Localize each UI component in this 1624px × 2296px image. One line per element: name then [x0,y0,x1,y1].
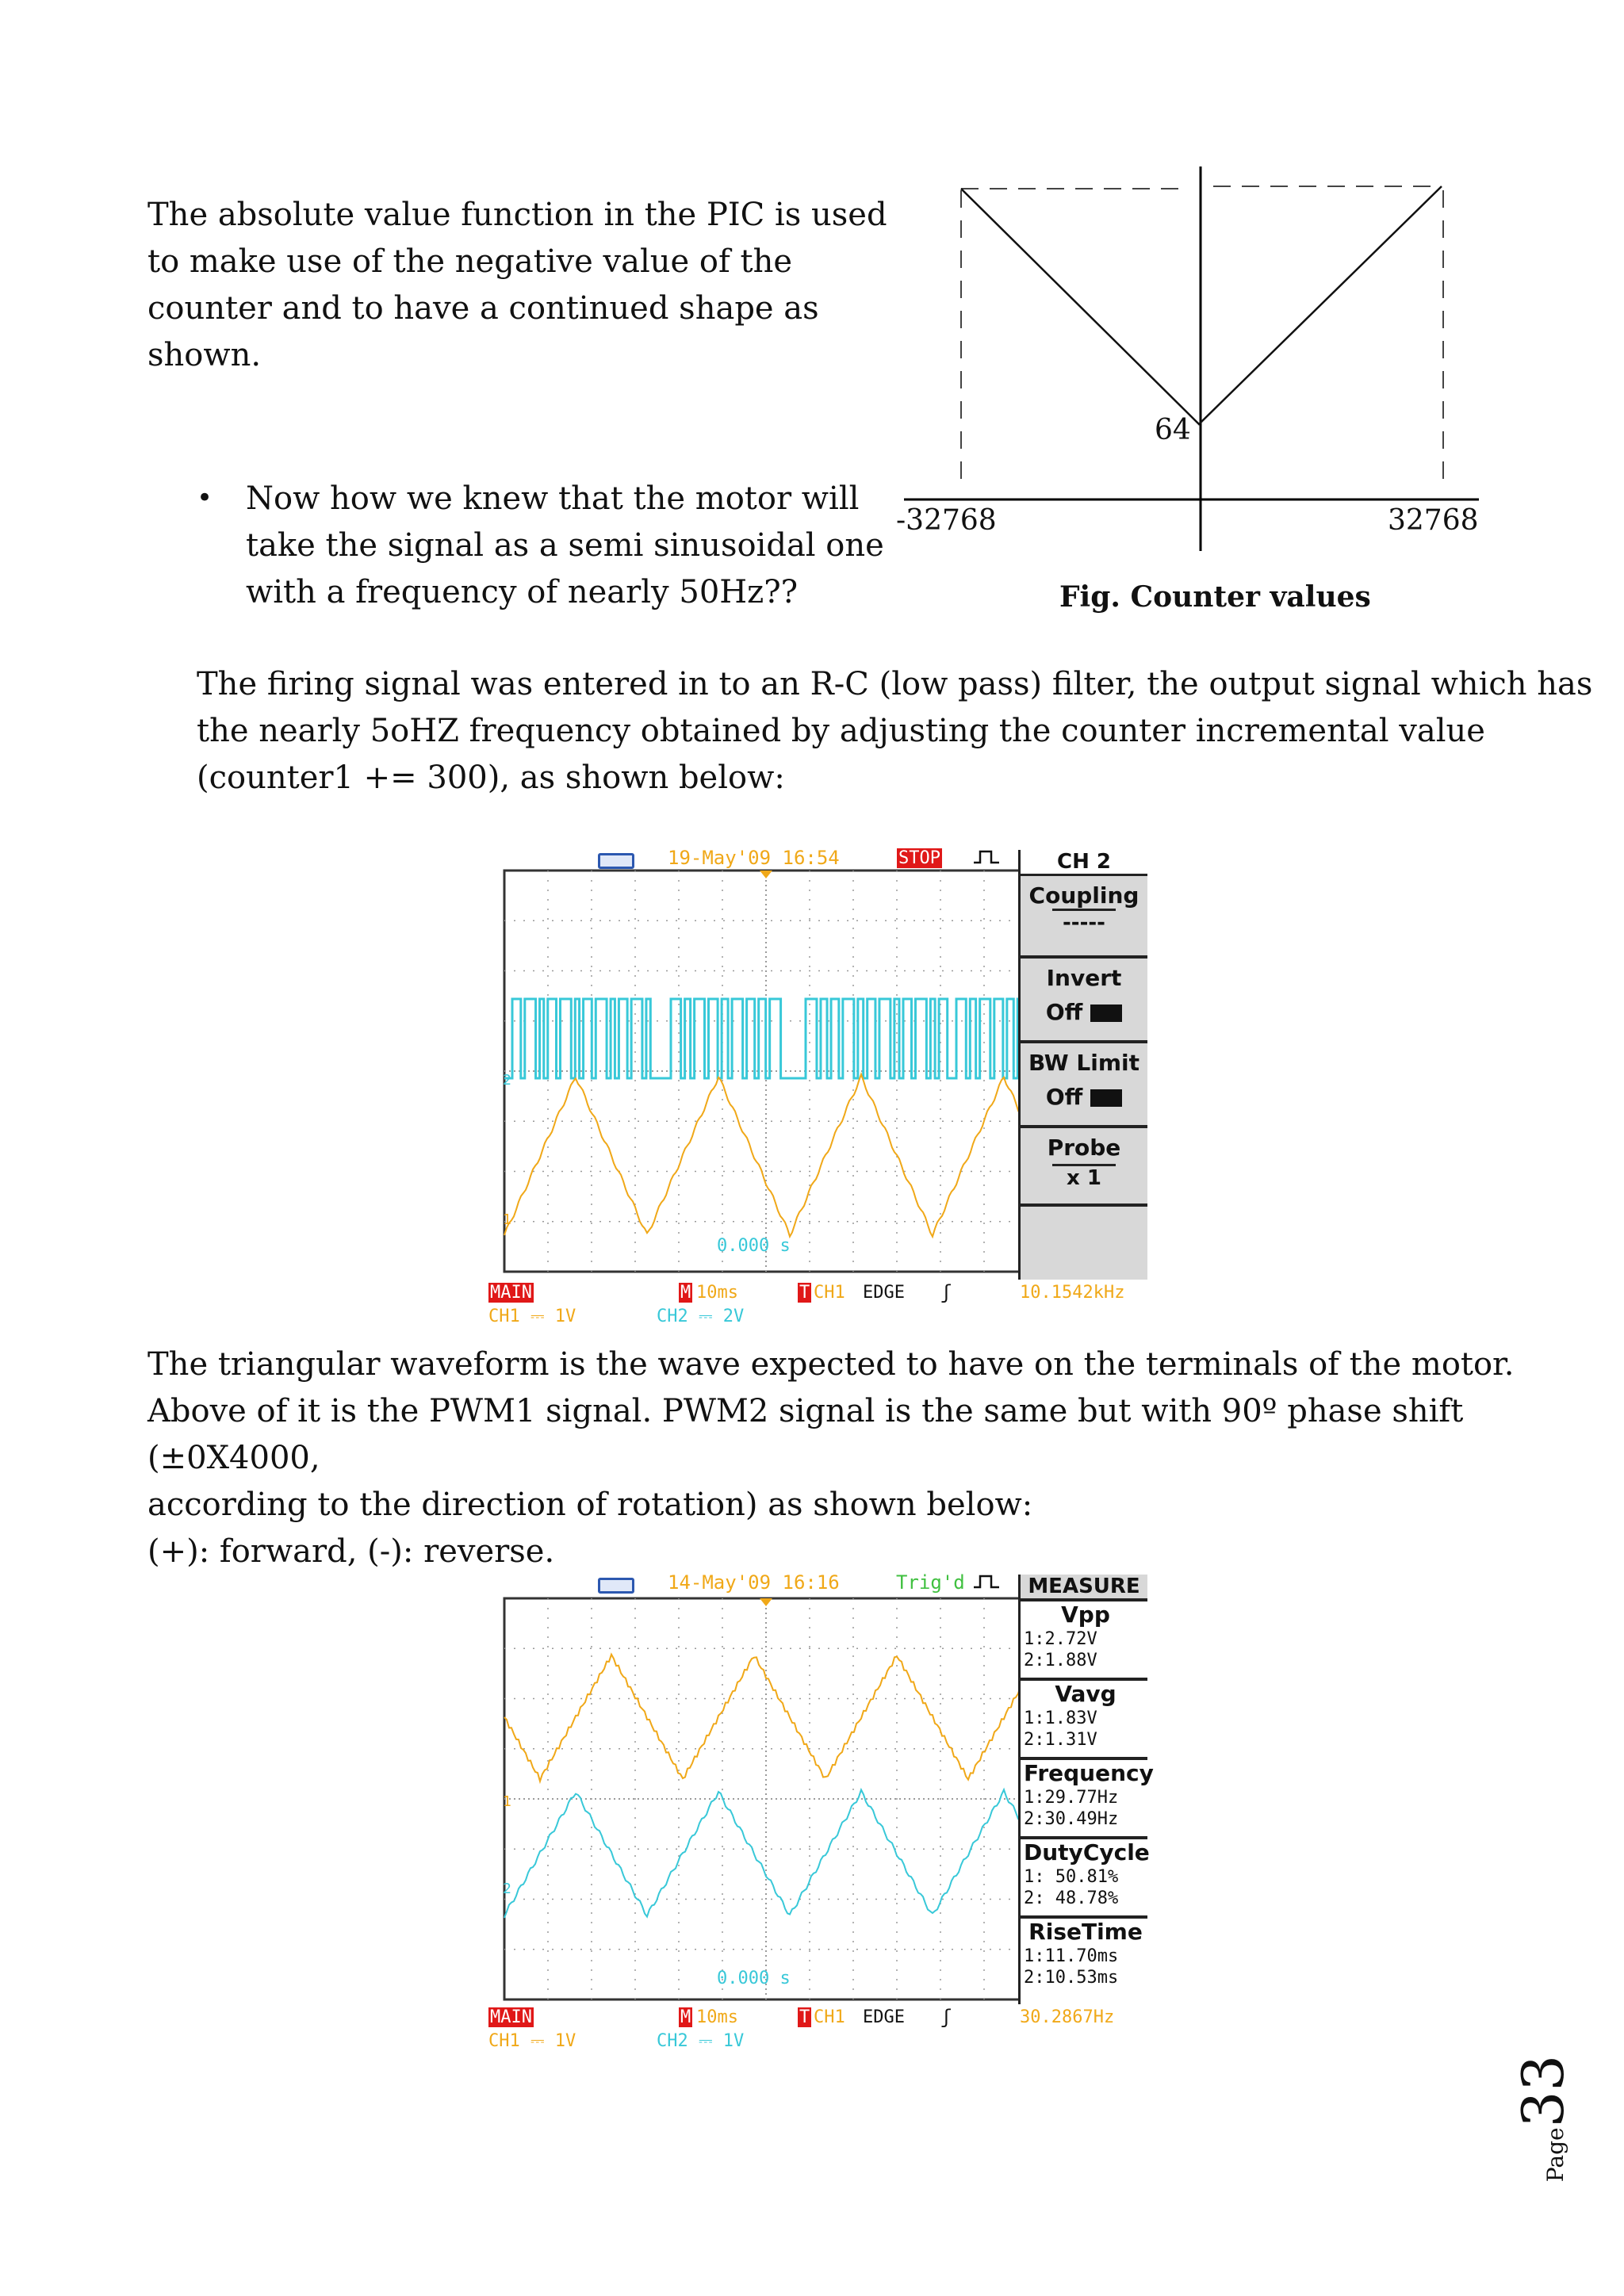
scope-date: 14-May'09 16:16 [668,1571,840,1594]
bullet-line: with a frequency of nearly 50Hz?? [246,574,799,610]
bullet-paragraph [246,476,884,616]
bullet-line: Now how we knew that the motor will [246,480,860,517]
timebase: 10ms [696,1283,738,1303]
triangular-paragraph [147,1341,1624,1575]
trigger-marker: T [799,1283,810,1303]
firing-line: (counter1 += 300), as shown below: [197,760,785,796]
menu-title: BW Limit [1028,1050,1140,1076]
measure-value-ch1: 1:1.83V [1024,1709,1097,1728]
intro-line: shown. [147,337,262,373]
time-offset-readout: 0.000 s [717,1969,791,1988]
mode-label: MAIN [490,1283,532,1303]
measure-item[interactable] [1021,1598,1147,1678]
intro-paragraph [147,192,887,379]
measure-title: Vavg [1055,1681,1116,1707]
trigger-source: CH1 [814,1283,845,1303]
page-number [1503,2054,1599,2183]
toggle-icon [1090,1004,1122,1022]
menu-value: x 1 [1052,1164,1116,1190]
edge-icon: ʃ [940,1281,952,1303]
menu-title: Invert [1046,965,1122,991]
triangular-line: (+): forward, (-): reverse. [147,1533,555,1570]
triangular-line: according to the direction of rotation) as shown below: [147,1487,1033,1523]
measure-value-ch2: 2:1.88V [1024,1651,1097,1670]
measure-value-ch1: 1:11.70ms [1024,1946,1119,1966]
intro-line: The absolute value function in the PIC is used [147,197,887,233]
menu-probe[interactable] [1021,1125,1147,1203]
counter-label-min: 64 [1155,414,1191,446]
menu-empty [1021,1203,1147,1286]
ch1-level-marker: 1 [503,1211,511,1228]
trigger-pulse-icon [974,1575,999,1589]
ch2-scale: CH2 ⎓ 1V [657,2031,745,2051]
menu-value: Off [1045,999,1083,1025]
toggle-icon [1090,1089,1122,1107]
triangular-line: The triangular waveform is the wave expected to have on the terminals of the motor. [147,1346,1515,1383]
side-panel [1018,1575,1154,2004]
counter-label-right: 32768 [1388,504,1479,537]
measure-list [1021,1598,1154,1995]
trigger-source: CH1 [814,2007,845,2027]
measure-value-ch1: 1: 50.81% [1024,1867,1119,1887]
menu-title: Coupling [1028,882,1139,909]
measure-title: Vpp [1061,1601,1110,1628]
ch1-scale: CH1 ⎓ 1V [488,1307,576,1326]
menu-value: Off [1045,1084,1083,1110]
ch1-level-marker: 1 [503,1793,511,1810]
measure-value-ch2: 2: 48.78% [1024,1888,1119,1908]
measure-value-ch2: 2:10.53ms [1024,1968,1119,1988]
menu-bw-limit[interactable] [1021,1040,1147,1125]
edge-icon: ʃ [940,2006,952,2028]
timebase-marker: M [680,1283,691,1303]
ch1-scale: CH1 ⎓ 1V [488,2031,576,2051]
mode-label: MAIN [490,2007,532,2027]
menu-title: Probe [1047,1135,1121,1161]
trigger-type: EDGE [863,2007,905,2027]
bullet-line: take the signal as a semi sinusoidal one [246,527,884,564]
ch2-scale: CH2 ⎓ 2V [657,1307,745,1326]
scope-screen [504,1598,1028,1999]
firing-paragraph [197,661,1592,802]
side-panel [1018,850,1147,1280]
intro-line: to make use of the negative value of the [147,243,793,280]
frequency-readout: 10.1542kHz [1020,1283,1125,1303]
scope-screen [504,871,1028,1272]
oscilloscope-2 [488,1571,1154,2051]
measure-title: Frequency [1024,1760,1154,1786]
measure-item[interactable] [1021,1836,1150,1915]
ch2-level-marker: 2 [503,1881,511,1897]
measure-title: RiseTime [1028,1919,1143,1945]
ch2-level-marker: 2 [503,1072,511,1089]
intro-line: counter and to have a continued shape as [147,290,819,327]
bullet-dot: • [197,482,213,514]
measure-title: DutyCycle [1024,1839,1150,1866]
measure-value-ch2: 2:1.31V [1024,1730,1097,1750]
oscilloscope-1 [488,847,1147,1326]
trigger-marker: T [799,2007,810,2027]
firing-line: the nearly 5oHZ frequency obtained by adjusting the counter incremental value [197,713,1485,749]
scope-status: STOP [898,848,940,868]
menu-coupling[interactable] [1021,874,1147,955]
frequency-readout: 30.2867Hz [1020,2007,1115,2027]
page-number-value: 33 [1510,2054,1577,2128]
measure-value-ch1: 1:2.72V [1024,1629,1097,1649]
panel-title: CH 2 [1021,850,1147,874]
scope-date: 19-May'09 16:54 [668,847,840,869]
panel-title: MEASURE [1021,1575,1147,1598]
usb-icon [598,853,634,869]
scope-status: Trig'd [896,1571,965,1594]
timebase: 10ms [696,2007,738,2027]
measure-item[interactable] [1021,1757,1154,1836]
trigger-type: EDGE [863,1283,905,1303]
trigger-pulse-icon [974,850,999,864]
menu-invert[interactable] [1021,955,1147,1040]
time-offset-readout: 0.000 s [717,1236,791,1256]
counter-label-left: -32768 [896,504,997,537]
usb-icon [598,1578,634,1594]
measure-item[interactable] [1021,1915,1147,1995]
measure-value-ch1: 1:29.77Hz [1024,1788,1119,1808]
firing-line: The firing signal was entered in to an R-C (low pass) filter, the output signal which has [197,666,1593,702]
figure-caption: Fig. Counter values [1059,580,1371,614]
triangular-line: Above of it is the PWM1 signal. PWM2 signal is the same but with 90º phase shift (±0X4000, [147,1393,1464,1476]
timebase-marker: M [680,2007,691,2027]
menu-value: ----- [1052,909,1116,935]
measure-value-ch2: 2:30.49Hz [1024,1809,1119,1829]
page-prefix: Page [1542,2127,1569,2183]
measure-item[interactable] [1021,1678,1147,1757]
